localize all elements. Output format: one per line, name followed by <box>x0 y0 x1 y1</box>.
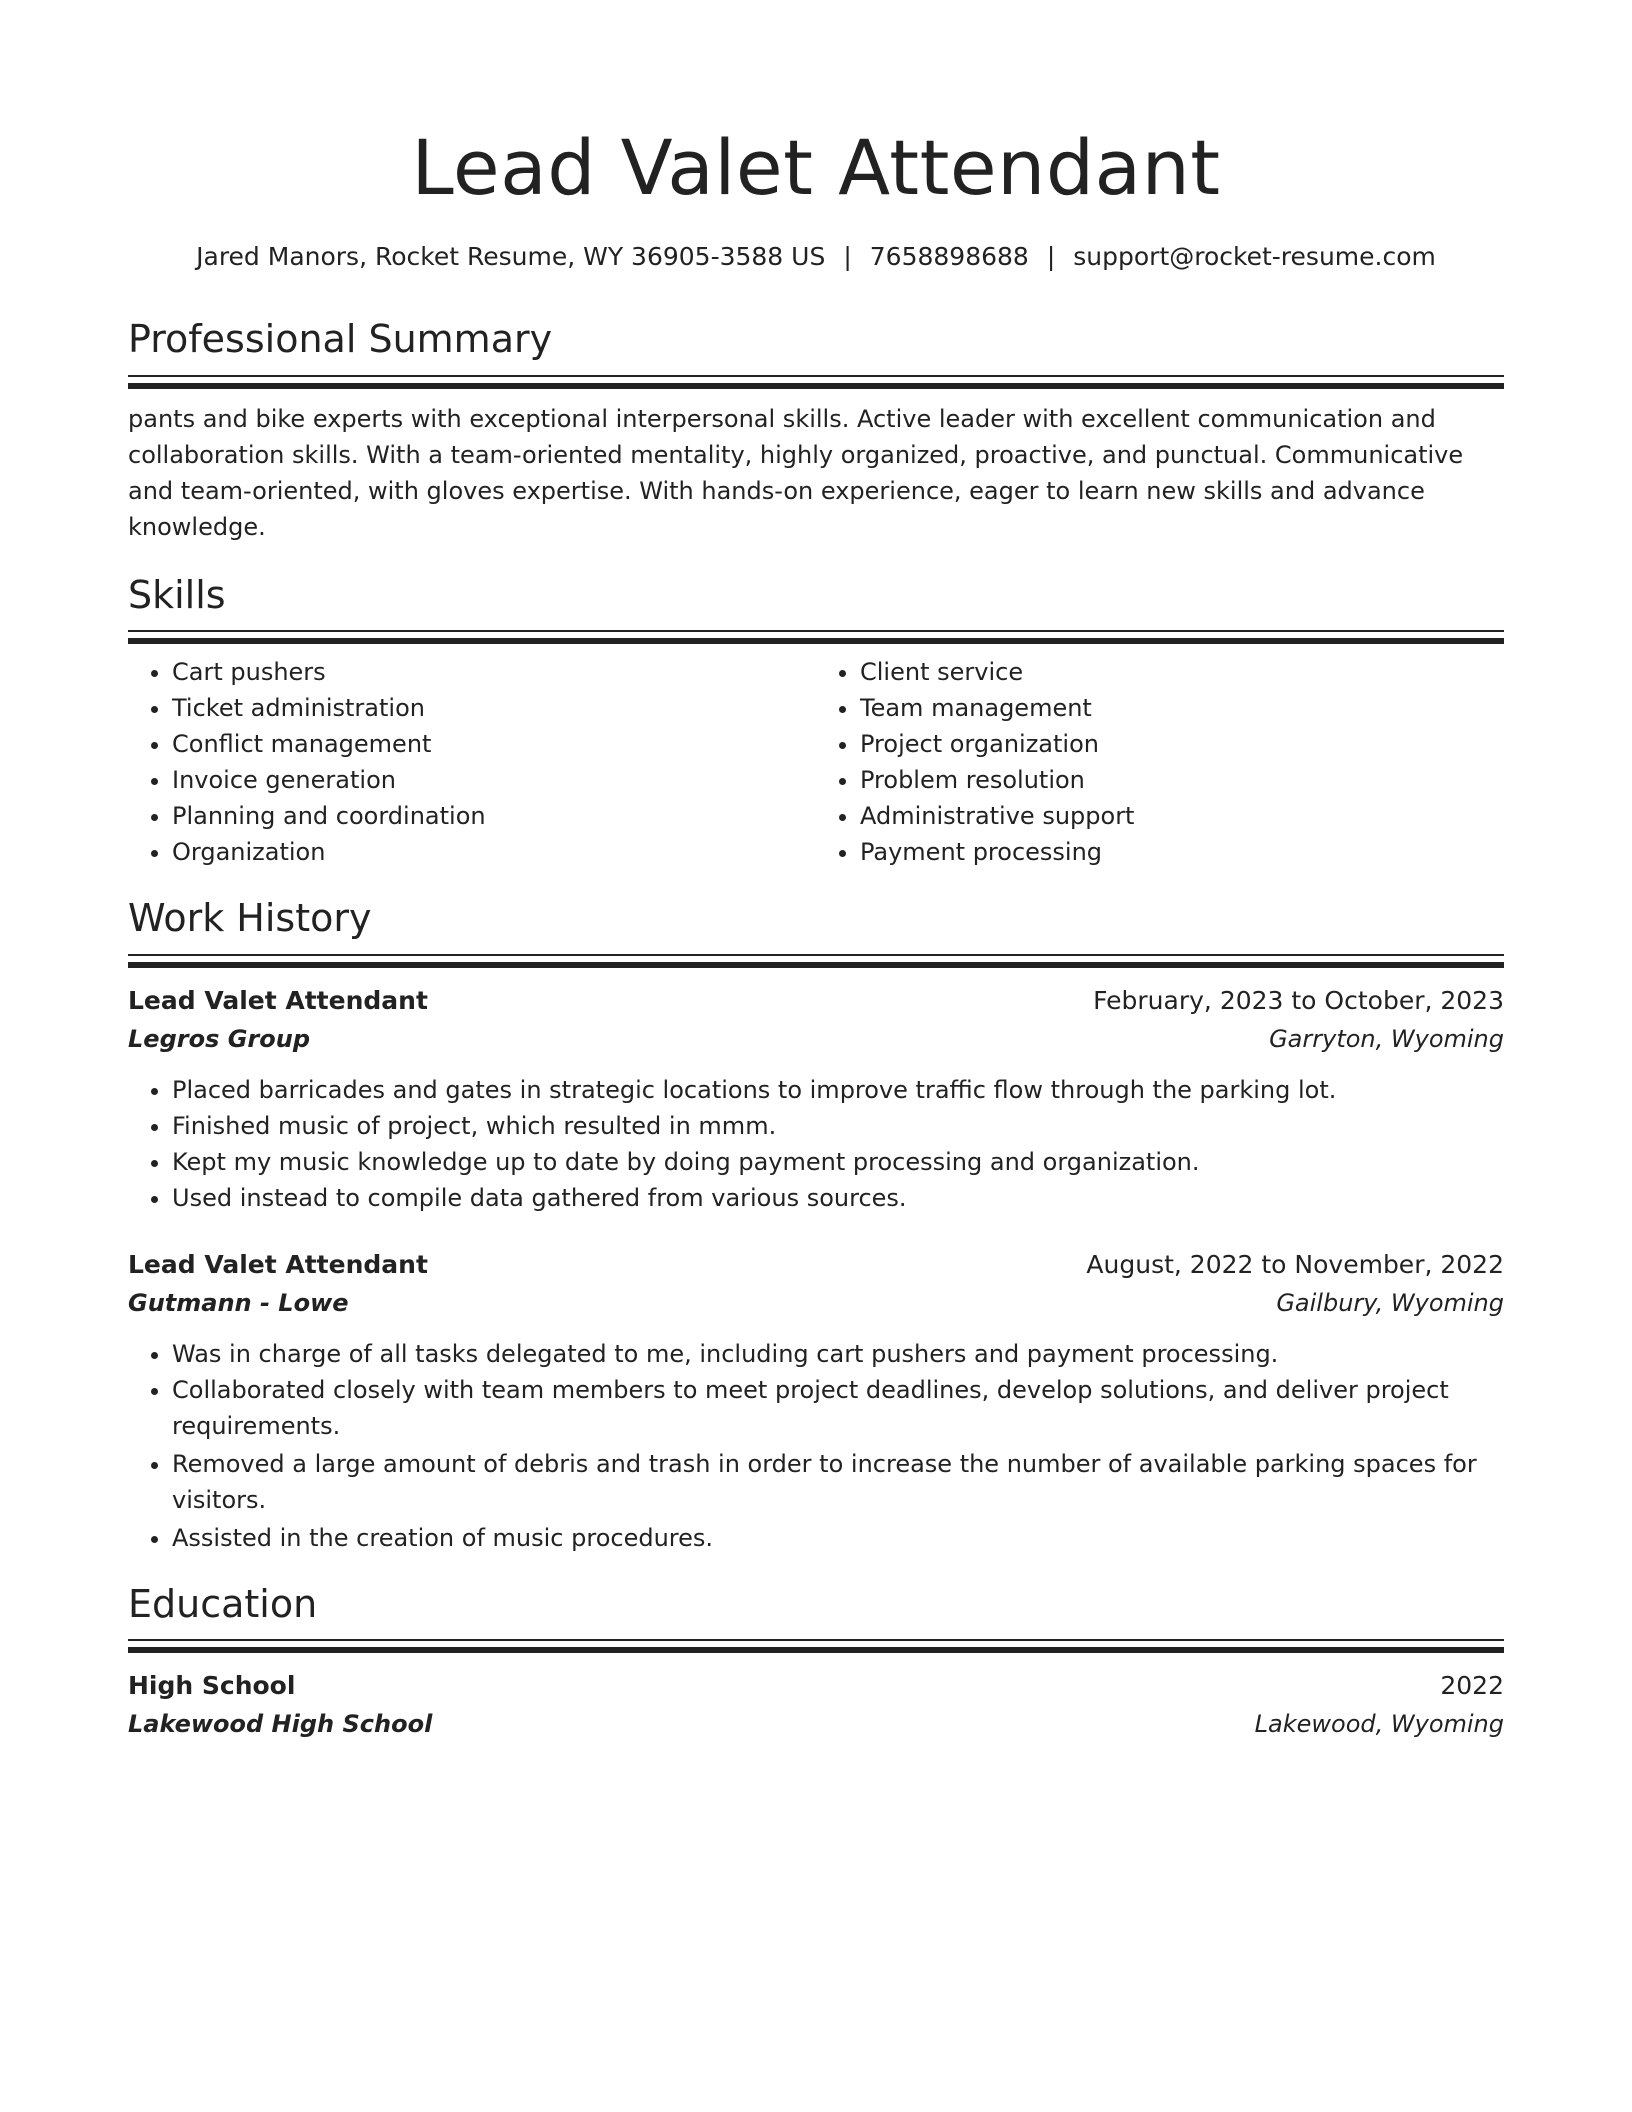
education-header-row <box>128 1667 1504 1705</box>
job-header-row <box>128 982 1504 1020</box>
job-title: Lead Valet Attendant <box>128 1249 428 1279</box>
contact-address: Jared Manors, Rocket Resume, WY 36905-3588 US <box>196 242 826 271</box>
education-school-row <box>128 1705 1504 1743</box>
education-entry <box>128 1667 1504 1743</box>
skill-item: • Client service <box>860 654 1504 690</box>
work-section <box>128 896 1504 1556</box>
skills-grid <box>128 654 1504 870</box>
section-divider <box>128 375 1504 389</box>
contact-separator: | <box>1046 242 1056 271</box>
contact-line <box>128 242 1504 271</box>
job-bullet: • Placed barricades and gates in strategic locations to improve traffic flow through the parking lot. <box>172 1072 1504 1108</box>
education-year: 2022 <box>1440 1671 1504 1701</box>
education-heading: Education <box>128 1581 318 1626</box>
job-entry <box>128 982 1504 1216</box>
skills-heading: Skills <box>128 572 226 617</box>
education-location: Lakewood, Wyoming <box>1254 1710 1504 1739</box>
job-company-row <box>128 1020 1504 1058</box>
skills-section <box>128 573 1504 871</box>
job-location: Garryton, Wyoming <box>1269 1024 1504 1053</box>
section-divider <box>128 954 1504 968</box>
job-company: Legros Group <box>128 1024 311 1053</box>
job-dates: August, 2022 to November, 2022 <box>1086 1249 1504 1279</box>
education-school: Lakewood High School <box>128 1710 433 1739</box>
job-company-row <box>128 1284 1504 1322</box>
summary-heading: Professional Summary <box>128 317 553 361</box>
job-title: Lead Valet Attendant <box>128 985 428 1015</box>
job-dates: February, 2023 to October, 2023 <box>1093 985 1504 1015</box>
contact-phone: 7658898688 <box>869 242 1029 271</box>
job-company: Gutmann - Lowe <box>128 1288 349 1317</box>
section-divider <box>128 630 1504 644</box>
summary-section <box>128 317 1504 545</box>
skill-item: • Administrative support <box>860 798 1504 834</box>
work-heading: Work History <box>128 896 372 941</box>
job-bullet: • Finished music of project, which resulted in mmm. <box>172 1108 1504 1144</box>
job-bullet: • Kept my music knowledge up to date by doing payment processing and organization. <box>172 1144 1504 1180</box>
job-bullets <box>128 1072 1504 1216</box>
resume-title: Lead Valet Attendant <box>411 123 1221 212</box>
skill-item: • Payment processing <box>860 834 1504 870</box>
contact-separator: | <box>843 242 852 271</box>
skill-item: • Organization <box>172 834 816 870</box>
education-section <box>128 1582 1504 1744</box>
skill-item: • Ticket administration <box>172 690 816 726</box>
job-bullet: • Assisted in the creation of music procedures. <box>172 1520 1504 1556</box>
job-bullet: • Was in charge of all tasks delegated to me, including cart pushers and payment processing. <box>172 1336 1504 1372</box>
skill-item: • Planning and coordination <box>172 798 816 834</box>
job-entry <box>128 1246 1504 1556</box>
job-location: Gailbury, Wyoming <box>1276 1288 1504 1317</box>
skill-item: • Invoice generation <box>172 762 816 798</box>
section-divider <box>128 1639 1504 1653</box>
education-degree: High School <box>128 1671 296 1701</box>
skills-list-left <box>128 654 816 870</box>
skill-item: • Conflict management <box>172 726 816 762</box>
skills-list-right <box>816 654 1504 870</box>
skill-item: • Cart pushers <box>172 654 816 690</box>
job-bullet: • Collaborated closely with team members to meet project deadlines, develop solutions, and deliver project requirements. <box>172 1372 1504 1444</box>
job-bullet: • Removed a large amount of debris and trash in order to increase the number of available parking spaces for visitors. <box>172 1446 1504 1518</box>
skill-item: • Team management <box>860 690 1504 726</box>
job-bullets <box>128 1336 1504 1556</box>
skill-item: • Problem resolution <box>860 762 1504 798</box>
contact-email: support@rocket-resume.com <box>1073 242 1436 271</box>
skill-item: • Project organization <box>860 726 1504 762</box>
job-header-row <box>128 1246 1504 1284</box>
job-bullet: • Used instead to compile data gathered from various sources. <box>172 1180 1504 1216</box>
summary-text: pants and bike experts with exceptional interpersonal skills. Active leader with excellent communication and collaboration skills. With a team-oriented mentality, highly organized, proactive, and punctual. Communicative and team-oriented, with gloves expertise. With hands-on experience, eager to learn new skills and advance knowledge. <box>128 404 1464 541</box>
